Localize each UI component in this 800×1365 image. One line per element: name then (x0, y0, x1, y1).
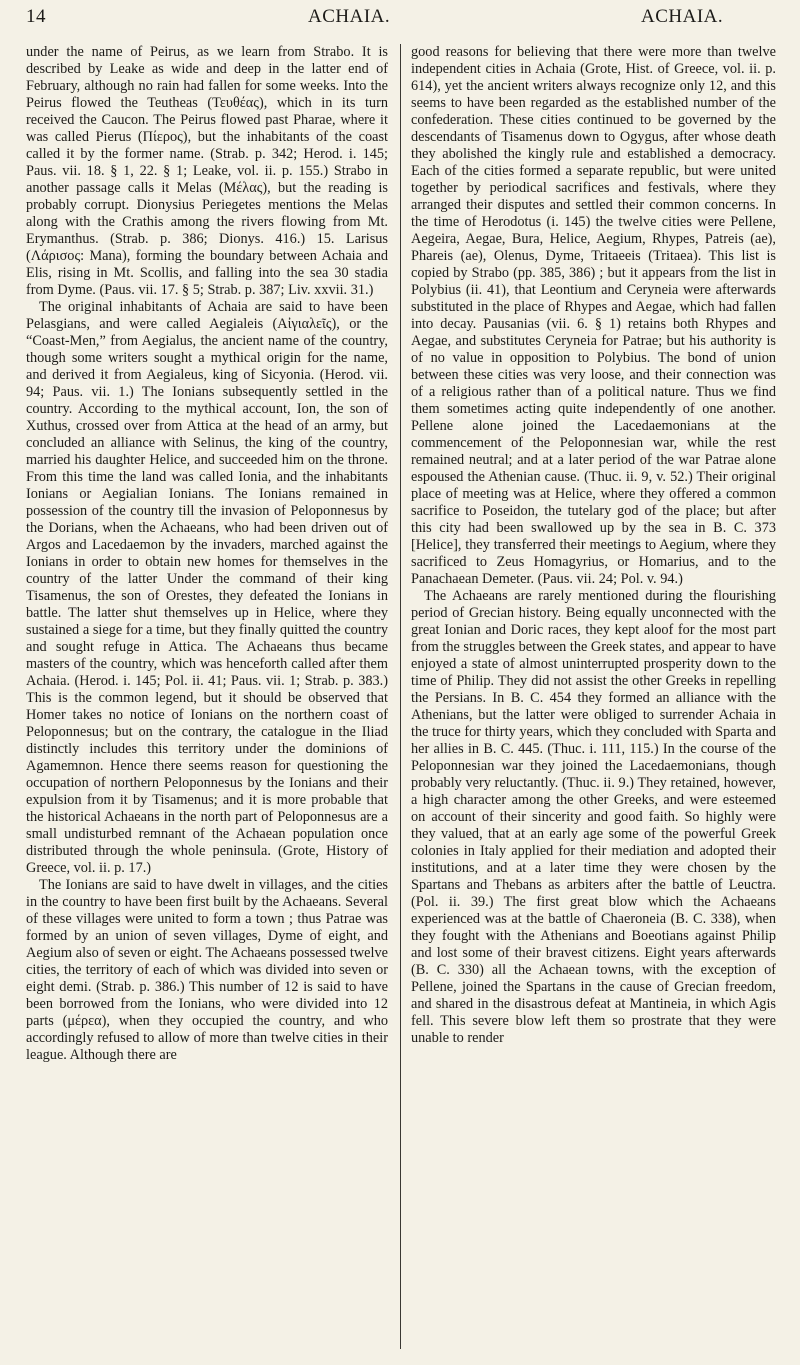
paragraph: good reasons for believing that there were more than twelve independent cities in Achaia (Grote, Hist. of Greece, vol. ii. p. 614), yet the ancient writers always recognize only 12, and this seems to have been regarded as the established number of the confederation. These cities continued to be governed by the descendants of Tisamenus down to Ogygus, after whose death they abolished the kingly rule and established a democracy. Each of the cities formed a separate republic, but were united together by periodical sacrifices and festivals, where they arranged their disputes and settled their common concerns. In the time of Herodotus (i. 145) the twelve cities were Pellene, Aegeira, Aegae, Bura, Helice, Aegium, Rhypes, Patreis (ae), Phareis (ae), Olenus, Dyme, Tritaeeis (Tritaea). This list is copied by Strabo (pp. 385, 386) ; but it appears from the list in Polybius (ii. 41), that Leontium and Ceryneia were afterwards substituted in the place of Rhypes and Aegae, which had fallen into decay. Pausanias (vii. 6. § 1) retains both Rhypes and Aegae, and substitutes Ceryneia for Patrae; but his authority is of no value in opposition to Polybius. The bond of union between these cities was very loose, and their connection was of a religious rather than of a political nature. Thus we find them sometimes acting quite independently of one another. Pellene alone joined the Lacedaemonians at the commencement of the Peloponnesian war, while the rest remained neutral; and at a later period of the war Patrae alone espoused the Athenian cause. (Thuc. ii. 9, v. 52.) Their original place of meeting was at Helice, where they offered a common sacrifice to Poseidon, the tutelary god of the place; but after this city had been swallowed up by the sea in B. C. 373 [Helice], they transferred their meetings to Aegium, where they sacrificed to Zeus Homagyrius, or Homarius, and to the Panachaean Demeter. (Paus. vii. 24; Pol. v. 94.) (411, 44, 776, 587)
paragraph: under the name of Peirus, as we learn from Strabo. It is described by Leake as wide and deep in the latter end of February, although no rain had fallen for some weeks. Into the Peirus flowed the Teutheas (Τευθέας), which in its turn received the Caucon. The Peirus flowed past Pharae, where it was called Pierus (Πίερος), but the inhabitants of the coast called it by the former name. (Strab. p. 342; Herod. i. 145; Paus. vii. 18. § 1, 22. § 1; Leake, vol. ii. p. 155.) Strabo in another passage calls it Melas (Μέλας), but the reading is probably corrupt. Dionysius Periegetes mentions the Melas along with the Crathis among the rivers flowing from Mt. Erymanthus. (Strab. p. 386; Dionys. 416.) 15. Larisus (Λάρισος: Mana), forming the boundary between Achaia and Elis, rising in Mt. Scollis, and falling into the sea 30 stadia from Dyme. (Paus. vii. 17. § 5; Strab. p. 387; Liv. xxvii. 31.) (26, 44, 388, 298)
paragraph: The Achaeans are rarely mentioned during the flourishing period of Grecian history. Being equally unconnected with the great Ionian and Doric races, they kept aloof for the most part from the struggles between the Greek states, and appear to have enjoyed a state of almost uninterrupted prosperity down to the time of Philip. They did not assist the other Greeks in repelling the Persians. In B. C. 454 they formed an alliance with the Athenians, but the latter were obliged to surrender Achaia in the truce for thirty years, which they concluded with Sparta and her allies in B. C. 445. (Thuc. i. 111, 115.) In the course of the Peloponnesian war they joined the Lacedaemonians, though probably very reluctantly. (Thuc. ii. 9.) They retained, however, a high character among the other Greeks, and were esteemed on account of their sincerity and good faith. So highly were they valued, that at an early age some of the powerful Greek colonies in Italy applied for their mediation and adopted their institutions, and at a later time they were chosen by the Spartans and Thebans as arbiters after the battle of Leuctra. (Pol. ii. 39.) The first great blow which the Achaeans experienced was at the battle of Chaeroneia (B. C. 338), when they fought with the Athenians and Boeotians against Philip and lost some of their bravest citizens. Eight years afterwards (B. C. 330) all the Achaean towns, with the exception of Pellene, joined the Spartans in the cause of Grecian freedom, and shared in the disastrous defeat at Mantineia, in which Agis fell. This severe blow left them so prostrate that they were unable to render (411, 588, 776, 1046)
page-header (26, 6, 776, 36)
column-divider (400, 44, 401, 1349)
paragraph: The Ionians are said to have dwelt in villages, and the cities in the country to have been first built by the Achaeans. Several of these villages were united to form a town ; thus Patrae was formed by an union of seven villages, Dyme of eight, and Aegium also of seven or eight. The Achaeans possessed twelve cities, the territory of each of which was divided into seven or eight demi. (Strab. p. 386.) This number of 12 is said to have been borrowed from the Ionians, who were divided into 12 parts (μέρεα), when they occupied the country, and who accordingly refused to allow of more than twelve cities in their league. Although there are (26, 877, 388, 1063)
left-column (26, 44, 388, 1064)
running-title-right: ACHAIA. (641, 6, 724, 27)
right-column (411, 44, 776, 1047)
running-title-left: ACHAIA. (308, 6, 391, 27)
page-number: 14 (26, 6, 46, 27)
paragraph: The original inhabitants of Achaia are said to have been Pelasgians, and were called Aegialeis (Αἰγιαλεῖς), or the “Coast-Men,” from Aegialus, the ancient name of the country, though some writers sought a mythical origin for the name, and derived it from Aegialeus, king of Sicyonia. (Herod. vii. 94; Paus. vii. 1.) The Ionians subsequently settled in the country. According to the mythical account, Ion, the son of Xuthus, crossed over from Attica at the head of an army, but concluded an alliance with Selinus, the king of the country, married his daughter Helice, and succeeded him on the throne. From this time the land was called Ionia, and the inhabitants Ionians or Aegialian Ionians. The Ionians remained in possession of the country till the invasion of Peloponnesus by the Dorians, when the Achaeans, who had been driven out of Argos and Lacedaemon by the invaders, marched against the Ionians in order to obtain new homes for themselves in the country of the latter Under the command of their king Tisamenus, the son of Orestes, they defeated the Ionians in battle. The latter shut themselves up in Helice, where they sustained a siege for a time, but they finally quitted the country and sought refuge in Attica. The Achaeans thus became masters of the country, which was henceforth called after them Achaia. (Herod. i. 145; Pol. ii. 41; Paus. vii. 1; Strab. p. 383.) This is the common legend, but it should be observed that Homer takes no notice of Ionians on the northern coast of Peloponnesus; but on the contrary, the catalogue in the Iliad distinctly includes this territory under the dominions of Agamemnon. Hence there seems reason for questioning the occupation of northern Peloponnesus by the Ionians and their expulsion from it by Tisamenus; and it is more probable that the historical Achaeans in the north part of Peloponnesus are a small undisturbed remnant of the Achaean population once distributed through the whole peninsula. (Grote, History of Greece, vol. ii. p. 17.) (26, 299, 388, 876)
